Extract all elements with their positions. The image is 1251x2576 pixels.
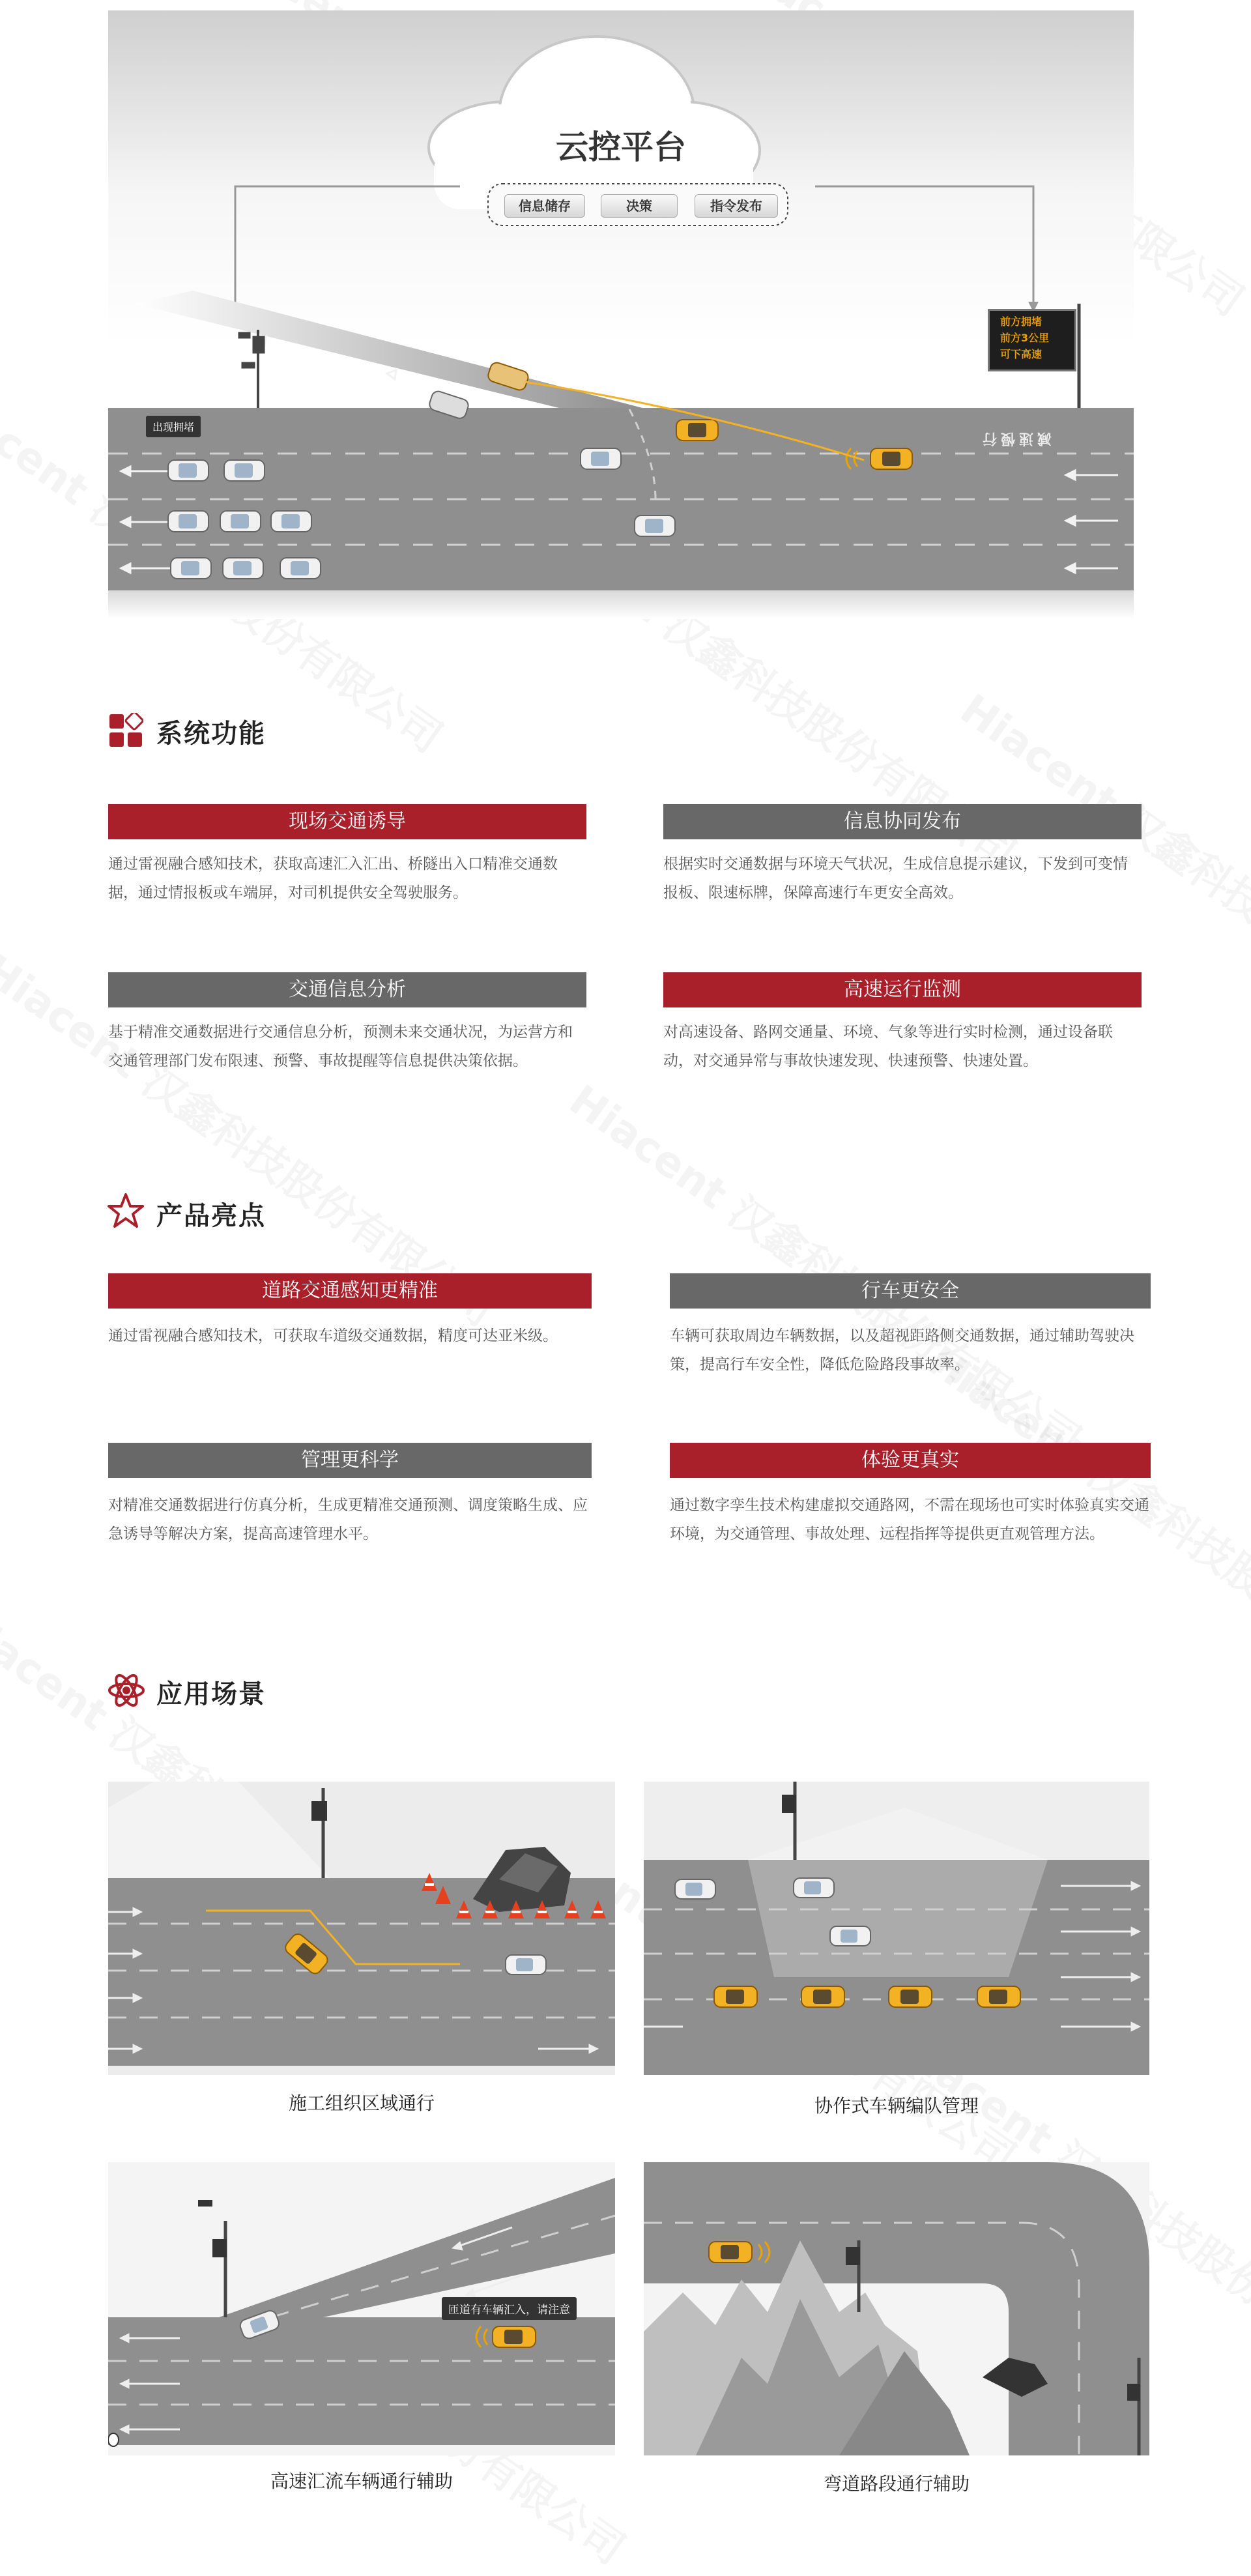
section-title-system-functions: 系统功能: [156, 719, 266, 749]
scenario-caption-merging: 高速汇流车辆通行辅助: [270, 2470, 453, 2492]
feature-title-traffic-guidance: 现场交通诱导: [108, 804, 586, 839]
roadside-camera-left: [238, 330, 265, 408]
pill-decision: 决策: [601, 194, 678, 218]
scenario-caption-construction: 施工组织区域通行: [288, 2092, 435, 2114]
scenario-image-merging: [108, 2162, 615, 2455]
feature-title-operation-monitoring: 高速运行监测: [663, 972, 1142, 1007]
pill-command: 指令发布: [695, 194, 778, 218]
feature-title-info-release: 信息协同发布: [663, 804, 1142, 839]
feature-desc-info-release: 根据实时交通数据与环境天气状况，生成信息提示建议，下发到可变情报板、限速标牌，保障高速行车更安全高效。: [663, 856, 1128, 901]
system-functions-icon: [108, 713, 143, 748]
scenario-image-platoon: [644, 1782, 1149, 2075]
feature-title-traffic-analysis: 交通信息分析: [108, 972, 586, 1007]
congestion-tag: 出现拥堵: [146, 416, 201, 437]
highlight-title-realistic-experience: 体验更真实: [670, 1443, 1151, 1478]
highlight-desc-safer-driving: 车辆可获取周边车辆数据，以及超视距路侧交通数据，通过辅助驾驶决策，提高行车安全性，降低危险路段事故率。: [670, 1327, 1134, 1373]
uplink-arrow: [235, 186, 460, 313]
scenario-caption-platoon: 协作式车辆编队管理: [814, 2095, 979, 2117]
hero-illustration: [108, 10, 1134, 619]
scenario-image-construction: [108, 1782, 615, 2075]
feature-desc-operation-monitoring: 对高速设备、路网交通量、环境、气象等进行实时检测，通过设备联动，对交通异常与事故快速发现、快速预警、快速处置。: [663, 1024, 1113, 1069]
atom-icon: [107, 1671, 146, 1710]
road-marking-text: 减速慢行: [979, 430, 1052, 446]
scenario-image-curve: [644, 2162, 1149, 2455]
variable-message-sign: [988, 309, 1076, 371]
highlight-title-scientific-management: 管理更科学: [108, 1443, 592, 1478]
sign-line: 前方3公里: [1000, 332, 1050, 344]
pill-storage: 信息储存: [504, 194, 585, 218]
star-icon: [107, 1193, 145, 1229]
highlight-desc-scientific-management: 对精准交通数据进行仿真分析，生成更精准交通预测、调度策略生成、应急诱导等解决方案，提高高速管理水平。: [108, 1497, 588, 1542]
merge-warning-tip: 匝道有车辆汇入，请注意: [442, 2297, 577, 2320]
watermark: [559, 1068, 1095, 1468]
downlink-arrow: [815, 186, 1033, 304]
highlight-title-safer-driving: 行车更安全: [670, 1273, 1151, 1309]
section-title-scenarios: 应用场景: [156, 1679, 266, 1709]
highway-scene: [108, 10, 1134, 619]
scenario-caption-curve: 弯道路段通行辅助: [823, 2473, 970, 2495]
cloud-platform-title: 云控平台: [556, 128, 686, 166]
feature-desc-traffic-analysis: 基于精准交通数据进行交通信息分析，预测未来交通状况，为运营方和交通管理部门发布限速、预警、事故提醒等信息提供决策依据。: [108, 1024, 573, 1069]
section-title-highlights: 产品亮点: [156, 1201, 266, 1231]
highlight-title-precise-perception: 道路交通感知更精准: [108, 1273, 592, 1309]
highlight-desc-precise-perception: 通过雷视融合感知技术，可获取车道级交通数据，精度可达亚米级。: [108, 1327, 558, 1344]
sign-line: 前方拥堵: [1000, 315, 1042, 328]
sign-line: 可下高速: [1000, 348, 1042, 360]
feature-desc-traffic-guidance: 通过雷视融合感知技术，获取高速汇入汇出、桥隧出入口精准交通数据，通过情报板或车端屏，对司机提供安全驾驶服务。: [108, 856, 558, 901]
highlight-desc-realistic-experience: 通过数字孪生技术构建虚拟交通路网，不需在现场也可实时体验真实交通环境，为交通管理、事故处理、远程指挥等提供更直观管理方法。: [670, 1497, 1149, 1542]
on-ramp: [134, 291, 642, 409]
